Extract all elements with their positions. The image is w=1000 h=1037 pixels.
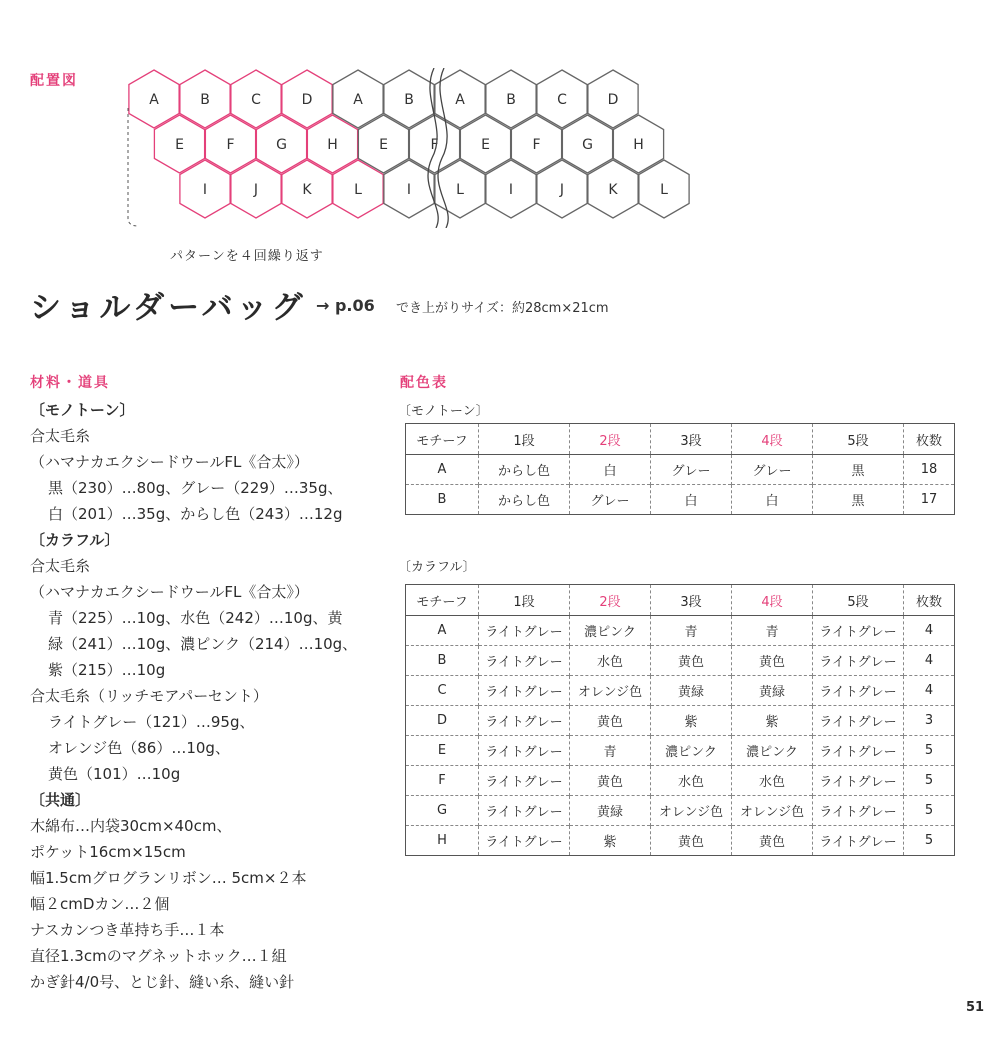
- table-cell: 黒: [813, 485, 904, 515]
- material-line: オレンジ色（86）…10g、: [48, 739, 230, 757]
- motif-letter: J: [559, 182, 565, 198]
- table-cell: A: [406, 616, 479, 646]
- material-line: 合太毛糸: [30, 557, 91, 575]
- table-cell: 3: [904, 706, 955, 736]
- table-header-row: [406, 424, 954, 455]
- table-cell: 水色: [732, 766, 813, 796]
- table-row: [406, 676, 954, 706]
- finished-size: でき上がりサイズ：約28cm×21cm: [396, 301, 609, 316]
- motif-letter: I: [202, 182, 208, 198]
- motif-letter: L: [354, 182, 362, 198]
- header-cell: 1段: [479, 585, 570, 616]
- table-cell: 4: [904, 616, 955, 646]
- material-line: かぎ針4/0号、とじ針、縫い糸、縫い針: [30, 973, 295, 991]
- header-cell: 4段: [732, 585, 813, 616]
- motif-letter: E: [481, 137, 490, 153]
- table-row: [406, 646, 954, 676]
- motif-letter: F: [532, 137, 541, 153]
- table-cell: F: [406, 766, 479, 796]
- table-cell: グレー: [732, 455, 813, 485]
- table-cell: 黄緑: [732, 676, 813, 706]
- mono-table-frame: [405, 423, 955, 515]
- table-cell: 4: [904, 676, 955, 706]
- material-line: 直径1.3cmのマグネットホック…１組: [30, 947, 287, 965]
- table-cell: 水色: [651, 766, 732, 796]
- table-cell: C: [406, 676, 479, 706]
- motif-letter: G: [582, 137, 593, 153]
- table-cell: オレンジ色: [651, 796, 732, 826]
- table-cell: ライトグレー: [813, 646, 904, 676]
- table-cell: 5: [904, 766, 955, 796]
- header-cell: 5段: [813, 585, 904, 616]
- header-cell: 2段: [570, 424, 651, 455]
- motif-letter: L: [456, 182, 464, 198]
- break-line: [438, 68, 448, 228]
- material-line: 木綿布…内袋30cm×40cm、: [30, 817, 232, 835]
- table-cell: グレー: [651, 455, 732, 485]
- table-row: [406, 736, 954, 766]
- table-row: [406, 616, 954, 646]
- material-line: 黄色（101）…10g: [48, 765, 181, 783]
- header-cell: 4段: [732, 424, 813, 455]
- table-cell: ライトグレー: [813, 706, 904, 736]
- table-cell: ライトグレー: [479, 736, 570, 766]
- material-line: （ハマナカエクシードウールFL《合太》）: [30, 583, 309, 601]
- motif-letter: G: [276, 137, 287, 153]
- table-cell: 濃ピンク: [570, 616, 651, 646]
- table-cell: 青: [651, 616, 732, 646]
- table-cell: オレンジ色: [732, 796, 813, 826]
- table-cell: ライトグレー: [813, 616, 904, 646]
- color-table-heading: 配色表: [400, 375, 448, 391]
- motif-letter: I: [406, 182, 412, 198]
- table-cell: 白: [651, 485, 732, 515]
- table-row: [406, 485, 954, 515]
- table-cell: ライトグレー: [479, 706, 570, 736]
- table-cell: 黄色: [570, 766, 651, 796]
- table-cell: 黄緑: [651, 676, 732, 706]
- header-cell: 1段: [479, 424, 570, 455]
- table-cell: 黄色: [570, 706, 651, 736]
- table-header-row: [406, 585, 954, 616]
- table-cell: ライトグレー: [813, 796, 904, 826]
- header-cell: モチーフ: [406, 424, 479, 455]
- motif-letter: E: [379, 137, 388, 153]
- motif-letter: I: [508, 182, 514, 198]
- table-cell: 紫: [651, 706, 732, 736]
- header-cell: モチーフ: [406, 585, 479, 616]
- table-cell: ライトグレー: [813, 736, 904, 766]
- table-row: [406, 455, 954, 485]
- motif-letter: C: [557, 92, 567, 108]
- material-line: 黒（230）…80g、グレー（229）…35g、: [48, 479, 343, 497]
- motif-letter: B: [506, 92, 516, 108]
- table-cell: D: [406, 706, 479, 736]
- motif-letter: K: [302, 182, 312, 198]
- table-cell: 黄色: [651, 826, 732, 856]
- table-cell: 紫: [732, 706, 813, 736]
- table-cell: 黄色: [651, 646, 732, 676]
- table-cell: オレンジ色: [570, 676, 651, 706]
- material-line: ポケット16cm×15cm: [30, 843, 186, 861]
- material-line: 幅２cmDカン…２個: [30, 895, 170, 913]
- material-line: 〔カラフル〕: [30, 531, 120, 549]
- page-number: 51: [966, 1000, 985, 1015]
- header-cell: 枚数: [904, 585, 955, 616]
- table-cell: グレー: [570, 485, 651, 515]
- table-cell: 17: [904, 485, 955, 515]
- motif-letter: D: [607, 92, 619, 108]
- material-line: （ハマナカエクシードウールFL《合太》）: [30, 453, 309, 471]
- table-cell: 紫: [570, 826, 651, 856]
- motif-letter: B: [404, 92, 414, 108]
- table-cell: 黄緑: [570, 796, 651, 826]
- header-cell: 5段: [813, 424, 904, 455]
- mono-label: 〔モノトーン〕: [398, 404, 489, 419]
- material-line: 白（201）…35g、からし色（243）…12g: [48, 505, 343, 523]
- table-row: [406, 826, 954, 856]
- motif-letter: F: [226, 137, 235, 153]
- table-cell: 4: [904, 646, 955, 676]
- table-cell: ライトグレー: [479, 616, 570, 646]
- material-line: 幅1.5cmグログランリボン… 5cm×２本: [30, 869, 307, 887]
- material-line: 合太毛糸（リッチモアパーセント）: [30, 687, 268, 705]
- table-row: [406, 766, 954, 796]
- table-cell: 黒: [813, 455, 904, 485]
- table-cell: 黄色: [732, 646, 813, 676]
- material-line: 紫（215）…10g: [48, 661, 166, 679]
- table-cell: 青: [570, 736, 651, 766]
- table-cell: A: [406, 455, 479, 485]
- motif-letter: B: [200, 92, 210, 108]
- motif-letter: A: [353, 92, 363, 108]
- diagram-label: 配置図: [30, 73, 78, 89]
- table-cell: B: [406, 646, 479, 676]
- header-cell: 2段: [570, 585, 651, 616]
- colorful-table-frame: [405, 584, 955, 856]
- table-cell: H: [406, 826, 479, 856]
- table-cell: 黄色: [732, 826, 813, 856]
- placement-diagram: [120, 68, 720, 232]
- motif-letter: D: [301, 92, 313, 108]
- table-cell: E: [406, 736, 479, 766]
- material-line: 緑（241）…10g、濃ピンク（214）…10g、: [48, 635, 358, 653]
- material-line: ライトグレー（121）…95g、: [48, 713, 255, 731]
- material-line: 〔モノトーン〕: [30, 401, 135, 419]
- table-cell: G: [406, 796, 479, 826]
- repeat-bracket: [128, 108, 138, 226]
- page-title: ショルダーバッグ: [30, 290, 307, 326]
- header-cell: 枚数: [904, 424, 955, 455]
- motif-letter: E: [175, 137, 184, 153]
- table-cell: 青: [732, 616, 813, 646]
- motif-letter: H: [327, 137, 338, 153]
- table-cell: 5: [904, 826, 955, 856]
- material-line: 青（225）…10g、水色（242）…10g、黄: [48, 609, 343, 627]
- table-cell: 白: [570, 455, 651, 485]
- table-cell: ライトグレー: [813, 676, 904, 706]
- page-reference: → p.06: [316, 296, 375, 315]
- table-cell: ライトグレー: [479, 796, 570, 826]
- table-cell: ライトグレー: [813, 766, 904, 796]
- table-cell: 濃ピンク: [651, 736, 732, 766]
- material-line: ナスカンつき革持ち手…１本: [30, 921, 225, 939]
- table-row: [406, 706, 954, 736]
- header-cell: 3段: [651, 424, 732, 455]
- table-cell: ライトグレー: [479, 766, 570, 796]
- table-cell: からし色: [479, 485, 570, 515]
- colorful-color-table: [406, 585, 954, 855]
- hex-layout-svg: [120, 68, 720, 228]
- motif-letter: J: [253, 182, 259, 198]
- table-cell: ライトグレー: [479, 826, 570, 856]
- table-cell: ライトグレー: [479, 676, 570, 706]
- table-cell: 白: [732, 485, 813, 515]
- motif-letter: A: [149, 92, 159, 108]
- repeat-note: パターンを４回繰り返す: [170, 249, 324, 264]
- motif-letter: A: [455, 92, 465, 108]
- material-line: 合太毛糸: [30, 427, 91, 445]
- motif-letter: K: [608, 182, 618, 198]
- motif-letter: F: [430, 137, 439, 153]
- table-cell: からし色: [479, 455, 570, 485]
- table-row: [406, 796, 954, 826]
- header-cell: 3段: [651, 585, 732, 616]
- colorful-label: 〔カラフル〕: [398, 560, 476, 575]
- table-cell: 5: [904, 736, 955, 766]
- material-line: 〔共通〕: [30, 791, 91, 809]
- table-cell: 水色: [570, 646, 651, 676]
- table-cell: ライトグレー: [479, 646, 570, 676]
- motif-letter: C: [251, 92, 261, 108]
- table-cell: B: [406, 485, 479, 515]
- materials-heading: 材料・道具: [30, 375, 110, 391]
- motif-letter: L: [660, 182, 668, 198]
- motif-letter: H: [633, 137, 644, 153]
- table-cell: ライトグレー: [813, 826, 904, 856]
- mono-color-table: [406, 424, 954, 514]
- table-cell: 18: [904, 455, 955, 485]
- table-cell: 濃ピンク: [732, 736, 813, 766]
- table-cell: 5: [904, 796, 955, 826]
